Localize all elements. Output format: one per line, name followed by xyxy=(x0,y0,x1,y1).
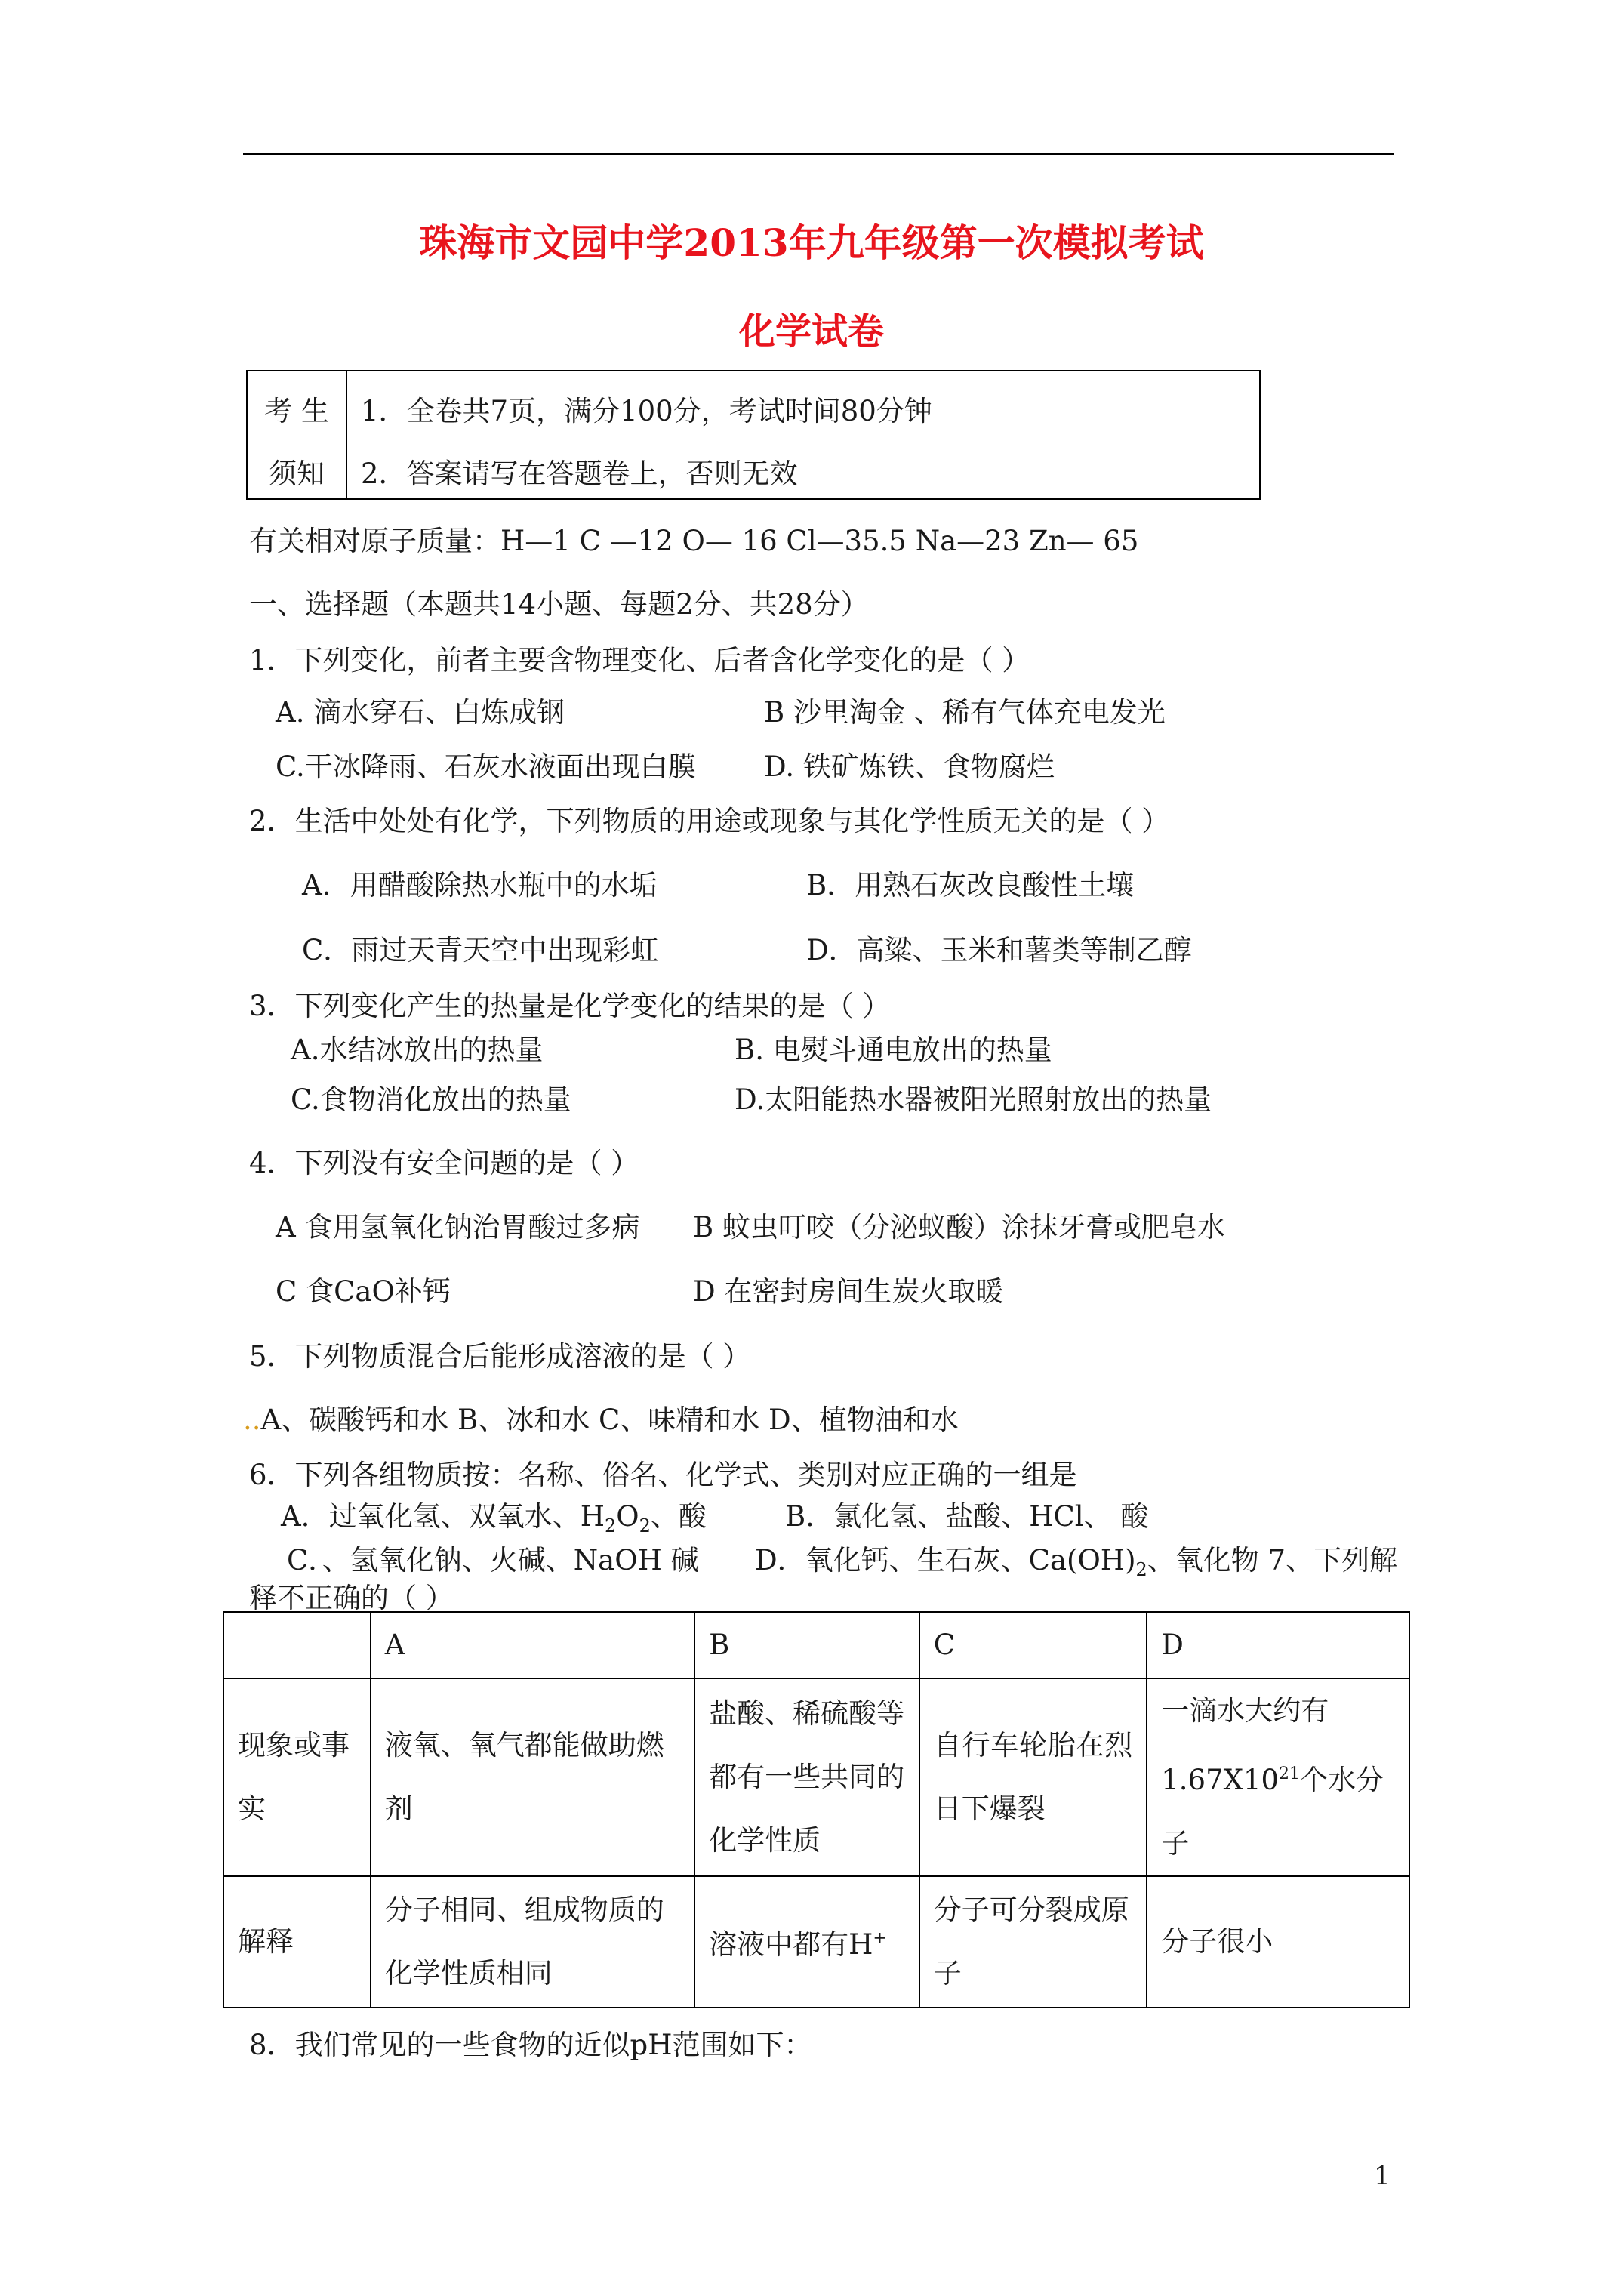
notice-item-1: 1．全卷共7页，满分100分，考试时间80分钟 xyxy=(361,395,932,427)
table-header-cell: A xyxy=(371,1612,694,1678)
q2-option-b: B．用熟石灰改良酸性土壤 xyxy=(806,869,1135,901)
page-number: 1 xyxy=(1374,2161,1390,2191)
q3-option-a: A.水结冰放出的热量 xyxy=(291,1034,544,1066)
row-label: 现象或事实 xyxy=(223,1678,371,1876)
q6-option-b: B．氯化氢、盐酸、HCl、 酸 xyxy=(785,1500,1149,1533)
q1-option-a: A. 滴水穿石、白炼成钢 xyxy=(276,696,565,729)
table-cell: 盐酸、稀硫酸等都有一些共同的化学性质 xyxy=(694,1678,919,1876)
notice-label-2: 须知 xyxy=(269,458,325,490)
atomic-masses: 有关相对原子质量：H—1 C —12 O— 16 Cl—35.5 Na—23 Zn— 65 xyxy=(249,525,1139,557)
q5-stem: 5．下列物质混合后能形成溶液的是（ ） xyxy=(249,1340,751,1373)
q5-options-line xyxy=(243,1397,959,1438)
table-row xyxy=(223,1678,1409,1876)
q4-option-b: B 蚊虫叮咬（分泌蚁酸）涂抹牙膏或肥皂水 xyxy=(693,1211,1225,1244)
table-header-cell: D xyxy=(1147,1612,1409,1678)
q1-option-c: C.干冰降雨、石灰水液面出现白膜 xyxy=(276,750,696,783)
q2-stem: 2．生活中处处有化学，下列物质的用途或现象与其化学性质无关的是（ ） xyxy=(249,805,1170,837)
notice-box xyxy=(246,370,1261,500)
q2-option-c: C．雨过天青天空中出现彩虹 xyxy=(302,934,659,966)
table-cell: 分子很小 xyxy=(1147,1876,1409,2008)
q4-option-a: A 食用氢氧化钠治胃酸过多病 xyxy=(276,1211,640,1244)
table-cell: 自行车轮胎在烈日下爆裂 xyxy=(919,1678,1147,1876)
table-cell: 分子相同、组成物质的化学性质相同 xyxy=(371,1876,694,2008)
notice-label-1: 考 生 xyxy=(264,395,329,427)
notice-item-2: 2．答案请写在答题卷上，否则无效 xyxy=(361,458,798,490)
table-cell: 分子可分裂成原子 xyxy=(919,1876,1147,2008)
exam-subtitle: 化学试卷 xyxy=(738,310,884,353)
table-cell: 溶液中都有H+ xyxy=(694,1876,919,2008)
table-cell: 液氧、氧气都能做助燃剂 xyxy=(371,1678,694,1876)
table-header-cell: C xyxy=(919,1612,1147,1678)
q4-option-c: C 食CaO补钙 xyxy=(276,1275,451,1308)
q7-stem: 释不正确的（ ） xyxy=(249,1582,454,1614)
q8-stem: 8．我们常见的一些食物的近似pH范围如下： xyxy=(249,2029,812,2061)
q6-option-a: A．过氧化氢、双氧水、$H_2O_2$、酸 xyxy=(281,1500,707,1536)
table-cell: 一滴水大约有$1.67X10^{21}$个水分子 xyxy=(1147,1678,1409,1876)
q6-stem: 6．下列各组物质按：名称、俗名、化学式、类别对应正确的一组是 xyxy=(249,1459,1077,1491)
q1-option-b: B 沙里淘金 、稀有气体充电发光 xyxy=(764,696,1166,729)
table-header-cell: B xyxy=(694,1612,919,1678)
table-header-cell xyxy=(223,1612,371,1678)
row-label: 解释 xyxy=(223,1876,371,2008)
q3-option-b: B. 电熨斗通电放出的热量 xyxy=(735,1034,1052,1066)
q7-table xyxy=(223,1611,1410,2008)
q4-option-d: D 在密封房间生炭火取暖 xyxy=(693,1275,1004,1308)
notice-divider xyxy=(346,371,347,498)
table-row xyxy=(223,1876,1409,2008)
table-header-row xyxy=(223,1612,1409,1678)
exam-title: 珠海市文园中学2013年九年级第一次模拟考试 xyxy=(419,220,1204,265)
section-heading: 一、选择题（本题共14小题、每题2分、共28分） xyxy=(249,588,869,621)
top-rule xyxy=(243,153,1394,155)
q1-stem: 1．下列变化，前者主要含物理变化、后者含化学变化的是（ ） xyxy=(249,644,1030,676)
q4-stem: 4．下列没有安全问题的是（ ） xyxy=(249,1147,639,1179)
q5-options: A、碳酸钙和水 B、冰和水 C、味精和水 D、植物油和水 xyxy=(260,1404,959,1436)
q3-stem: 3．下列变化产生的热量是化学变化的结果的是（ ） xyxy=(249,990,891,1022)
q5-dots: .. xyxy=(243,1404,261,1436)
q6-option-c: C．、氢氧化钠、火碱、NaOH 碱 xyxy=(287,1544,699,1576)
q6-option-d: D．氧化钙、生石灰、$Ca(OH)_2$、氧化物 7、下列解 xyxy=(755,1544,1398,1580)
q3-option-d: D.太阳能热水器被阳光照射放出的热量 xyxy=(735,1083,1212,1116)
q3-option-c: C.食物消化放出的热量 xyxy=(291,1083,571,1116)
q2-option-d: D．高粱、玉米和薯类等制乙醇 xyxy=(806,934,1192,966)
q2-option-a: A．用醋酸除热水瓶中的水垢 xyxy=(302,869,658,901)
q1-option-d: D. 铁矿炼铁、食物腐烂 xyxy=(764,750,1055,783)
